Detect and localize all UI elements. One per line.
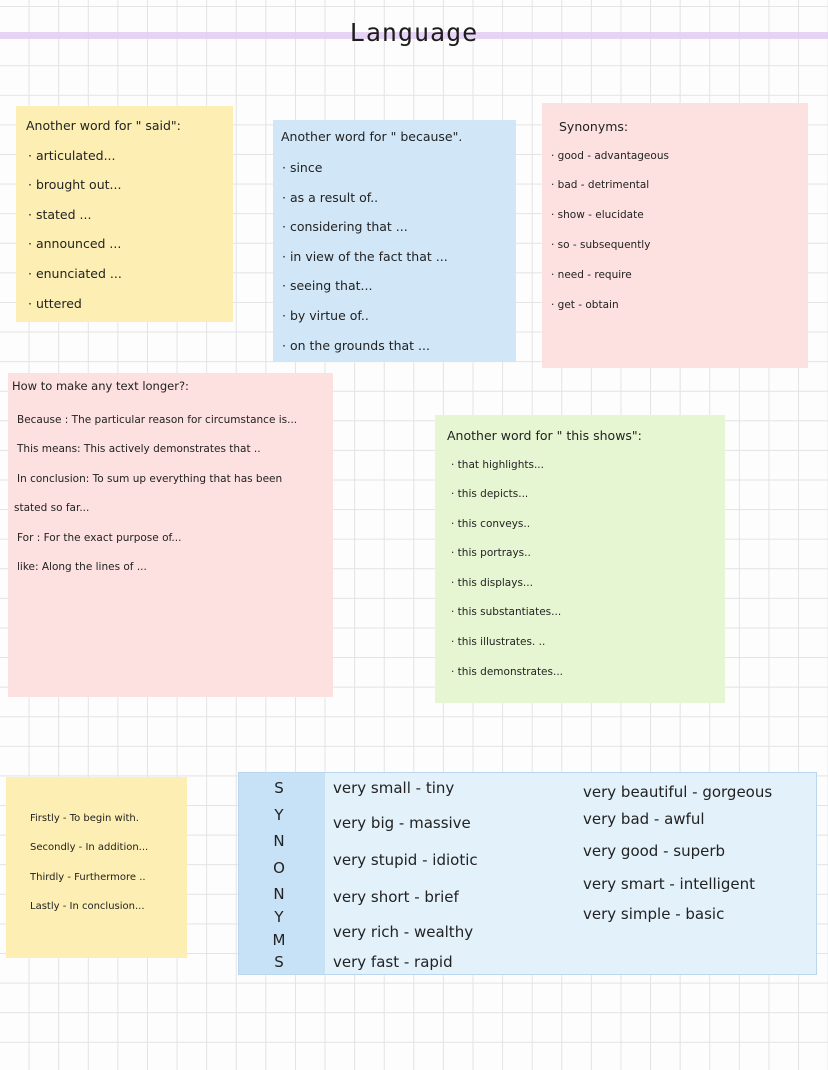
synonym-item: · good - advantageous	[551, 150, 669, 162]
synonym-pair: very smart - intelligent	[583, 875, 755, 893]
said-item: · stated ...	[28, 207, 92, 222]
longer-text-note	[8, 373, 333, 697]
page-title: Language	[349, 18, 479, 47]
synonyms-letter: S	[274, 779, 284, 797]
said-note	[16, 106, 233, 322]
synonyms-letter: N	[273, 885, 285, 903]
sequence-item: Lastly - In conclusion...	[30, 901, 145, 912]
this-shows-item: · that highlights...	[451, 459, 544, 471]
synonyms-letter: O	[273, 859, 285, 877]
longer-heading: How to make any text longer?:	[12, 379, 189, 393]
said-item: · enunciated ...	[28, 266, 122, 281]
synonym-pair: very good - superb	[583, 842, 726, 860]
this-shows-item: · this depicts...	[451, 488, 529, 500]
because-item: · considering that ...	[282, 219, 408, 234]
synonyms-note	[542, 103, 808, 368]
because-item: · on the grounds that ...	[282, 338, 430, 353]
longer-item: Because : The particular reason for circumstance is...	[17, 414, 298, 426]
because-item: · seeing that...	[282, 278, 373, 293]
this-shows-item: · this conveys..	[451, 518, 531, 530]
synonym-pair: very beautiful - gorgeous	[583, 783, 773, 801]
said-item: · brought out...	[28, 177, 122, 192]
synonym-pair: very big - massive	[333, 814, 471, 832]
synonym-item: · get - obtain	[551, 299, 619, 311]
longer-item: like: Along the lines of ...	[17, 561, 147, 573]
synonym-item: · so - subsequently	[551, 239, 651, 251]
said-item: · uttered	[28, 296, 82, 311]
synonym-item: · need - require	[551, 269, 632, 281]
synonym-item: · bad - detrimental	[551, 179, 650, 191]
this-shows-item: · this portrays..	[451, 547, 531, 559]
this-shows-item: · this substantiates...	[451, 606, 562, 618]
this-shows-item: · this illustrates. ..	[451, 636, 546, 648]
longer-item: stated so far...	[14, 502, 90, 514]
because-note	[273, 120, 516, 362]
sequence-item: Thirdly - Furthermore ..	[30, 872, 146, 883]
synonyms-letter: S	[274, 953, 284, 971]
longer-item: For : For the exact purpose of...	[17, 532, 182, 544]
synonyms-letter: M	[272, 931, 286, 949]
because-heading: Another word for " because".	[281, 129, 463, 144]
because-item: · in view of the fact that ...	[282, 249, 448, 264]
synonym-pair: very rich - wealthy	[333, 923, 474, 941]
said-item: · articulated...	[28, 148, 116, 163]
synonym-pair: very small - tiny	[333, 779, 455, 797]
synonyms-heading: Synonyms:	[559, 119, 629, 134]
this-shows-item: · this demonstrates...	[451, 666, 564, 678]
longer-item: This means: This actively demonstrates that ..	[17, 443, 261, 455]
synonyms-letter: Y	[274, 908, 284, 926]
said-item: · announced ...	[28, 236, 122, 251]
this-shows-note	[435, 415, 725, 703]
this-shows-heading: Another word for " this shows":	[447, 428, 642, 443]
synonym-pair: very bad - awful	[583, 810, 705, 828]
synonyms-letter: Y	[274, 806, 284, 824]
synonym-pair: very simple - basic	[583, 905, 725, 923]
synonym-pair: very short - brief	[333, 888, 459, 906]
sequence-item: Secondly - In addition...	[30, 842, 149, 853]
said-heading: Another word for " said":	[26, 118, 181, 133]
synonyms-letter: N	[273, 832, 285, 850]
synonyms-table	[238, 772, 817, 975]
synonym-pair: very stupid - idiotic	[333, 851, 478, 869]
longer-item: In conclusion: To sum up everything that has been	[17, 473, 283, 485]
because-item: · as a result of..	[282, 190, 379, 205]
because-item: · since	[282, 160, 323, 175]
sequence-item: Firstly - To begin with.	[30, 813, 139, 824]
sequence-note	[6, 777, 187, 958]
this-shows-item: · this displays...	[451, 577, 533, 589]
synonym-pair: very fast - rapid	[333, 953, 453, 971]
synonym-item: · show - elucidate	[551, 209, 644, 221]
because-item: · by virtue of..	[282, 308, 369, 323]
